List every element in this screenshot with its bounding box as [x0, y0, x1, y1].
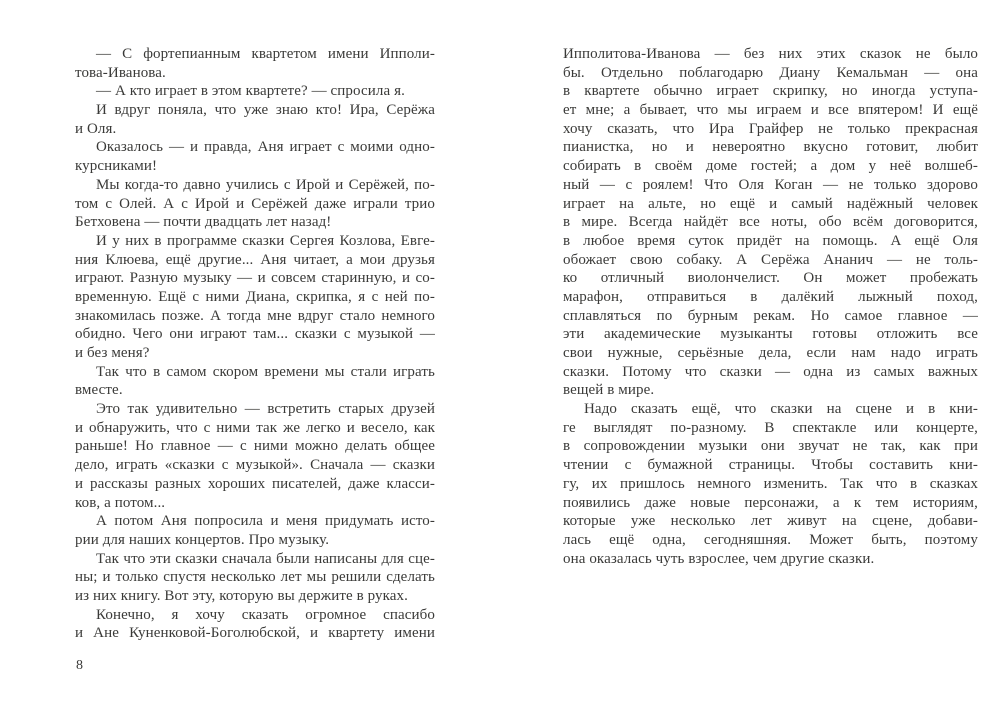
text-line: Ипполитова-Иванова — без них этих сказок не было	[563, 46, 978, 62]
text-line: бы. Отдельно поблагодарю Диану Кемальман — она	[563, 64, 978, 81]
right-page-text	[563, 45, 978, 568]
text-line: играет на альте, но ещё и самый надёжный человек	[563, 195, 978, 212]
text-line: знакомилась позже. А тогда мне вдруг стало немного	[75, 307, 435, 324]
text-line: Мы когда-то давно учились с Ирой и Серёжей, по-	[96, 176, 435, 193]
text-line: собирать в своём доме гостей; а дом у неё волшеб-	[563, 158, 978, 175]
text-line: вещей в мире.	[563, 382, 655, 399]
text-line: ный — с роялем! Что Оля Коган — не только здорово	[563, 176, 978, 193]
text-line: ков, а потом...	[75, 494, 166, 511]
paragraph	[75, 82, 435, 101]
text-line: Конечно, я хочу сказать огромное спасибо	[96, 606, 435, 623]
text-line: ко отличный виолончелист. Он может пробежать	[563, 270, 978, 287]
text-line: она оказалась чуть взрослее, чем другие сказки.	[563, 550, 875, 567]
text-line: в квартете обычно играет скрипку, но иногда уступа-	[563, 83, 978, 100]
text-line: ет мне; а бывает, что мы играем и все впятером! И ещё	[563, 102, 978, 119]
page-number: 8	[76, 658, 83, 673]
text-line: ге выглядят по-разному. В спектакле или концерте,	[563, 419, 978, 436]
text-line: ния Клюева, ещё другие... Аня читает, а мои друзья	[75, 251, 435, 268]
left-page-text	[75, 45, 435, 643]
text-line: появились даже новые персонажи, а к тем историям,	[563, 494, 978, 511]
paragraph	[75, 101, 435, 138]
text-line: Так что эти сказки сначала были написаны для сце-	[96, 550, 435, 567]
text-line: обидно. Чего они играют там... сказки с музыкой —	[75, 326, 435, 343]
text-line: свои нужные, серьёзные дела, если нам надо играть	[563, 345, 978, 361]
text-line: А потом Аня попросила и меня придумать исто-	[96, 513, 435, 530]
text-line: Это так удивительно — встретить старых друзей	[96, 401, 435, 418]
text-line: гу, их пришлось немного изменить. Так что в сказках	[563, 475, 978, 492]
text-line: из них книгу. Вот эту, которую вы держите в руках.	[75, 587, 409, 604]
text-line: — А кто играет в этом квартете? — спросила я.	[96, 83, 405, 100]
text-line: чтении с бумажной страницы. Чтобы составить кни-	[563, 457, 978, 474]
paragraph	[75, 45, 435, 82]
text-line: лась ещё одна, сегодняшняя. Может быть, поэтому	[563, 531, 978, 548]
text-line: в мире. Всегда найдёт все ноты, обо всём договорится,	[563, 214, 978, 231]
paragraph	[75, 138, 435, 175]
text-line: рии для наших концертов. Про музыку.	[75, 531, 330, 548]
text-line: и рассказы разных хороших писателей, даже класси-	[75, 475, 435, 492]
text-line: раньше! Но главное — с ними можно делать общее	[75, 438, 435, 455]
text-line: которые уже несколько лет живут на сцене, добави-	[563, 513, 978, 530]
text-line: играют. Разную музыку — и совсем старинную, и со-	[75, 270, 435, 287]
text-line: хочу сказать, что Ира Грайфер не только прекрасная	[563, 120, 978, 137]
text-line: това-Иванова.	[75, 64, 166, 81]
text-line: — С фортепианным квартетом имени Ипполи-	[96, 46, 435, 62]
text-line: Так что в самом скором времени мы стали играть	[96, 363, 435, 380]
text-line: эти академические музыканты готовы отложить все	[563, 326, 978, 343]
paragraph	[75, 176, 435, 232]
text-line: и обнаружить, что с ними так же легко и весело, как	[75, 419, 435, 436]
text-line: сказки. Потому что сказки — одна из самых важных	[563, 363, 978, 380]
text-line: вместе.	[75, 382, 123, 399]
text-line: Оказалось — и правда, Аня играет с моими одно-	[96, 139, 435, 156]
text-line: временную. Ещё с ними Диана, скрипка, я с ней по-	[75, 288, 435, 305]
text-line: И вдруг поняла, что уже знаю кто! Ира, Серёжа	[96, 102, 435, 119]
paragraph	[75, 512, 435, 549]
paragraph	[75, 232, 435, 363]
paragraph	[563, 400, 978, 568]
text-line: ны; и только спустя несколько лет мы решили сделать	[75, 569, 435, 586]
text-line: дело, играть «сказки с музыкой». Сначала — сказки	[75, 457, 435, 474]
text-line: курсниками!	[75, 158, 158, 175]
text-line: Бетховена — почти двадцать лет назад!	[75, 214, 332, 231]
text-line: марафон, отправиться в далёкий лыжный поход,	[563, 288, 978, 305]
paragraph	[75, 363, 435, 400]
text-line: обожает свою собаку. А Серёжа Ананич — не толь-	[563, 251, 978, 268]
paragraph	[75, 400, 435, 512]
text-line: том с Олей. А с Ирой и Серёжей даже играли трио	[75, 195, 435, 212]
text-line: сплавляться по бурным рекам. Но самое главное —	[563, 307, 978, 324]
paragraph	[75, 606, 435, 643]
text-line: пианистка, но и невероятно вкусно готовит, любит	[563, 139, 978, 156]
text-line: и Оля.	[75, 120, 117, 137]
paragraph	[563, 45, 978, 400]
text-line: и Ане Куненковой-Боголюбской, и квартету имени	[75, 625, 435, 642]
text-line: в любое время суток придёт на помощь. А ещё Оля	[563, 232, 978, 249]
paragraph	[75, 550, 435, 606]
text-line: и без меня?	[75, 345, 150, 361]
text-line: Надо сказать ещё, что сказки на сцене и в кни-	[584, 401, 978, 418]
text-line: в сопровождении музыки они звучат не так, как при	[563, 438, 978, 455]
text-line: И у них в программе сказки Сергея Козлова, Евге-	[96, 232, 435, 249]
